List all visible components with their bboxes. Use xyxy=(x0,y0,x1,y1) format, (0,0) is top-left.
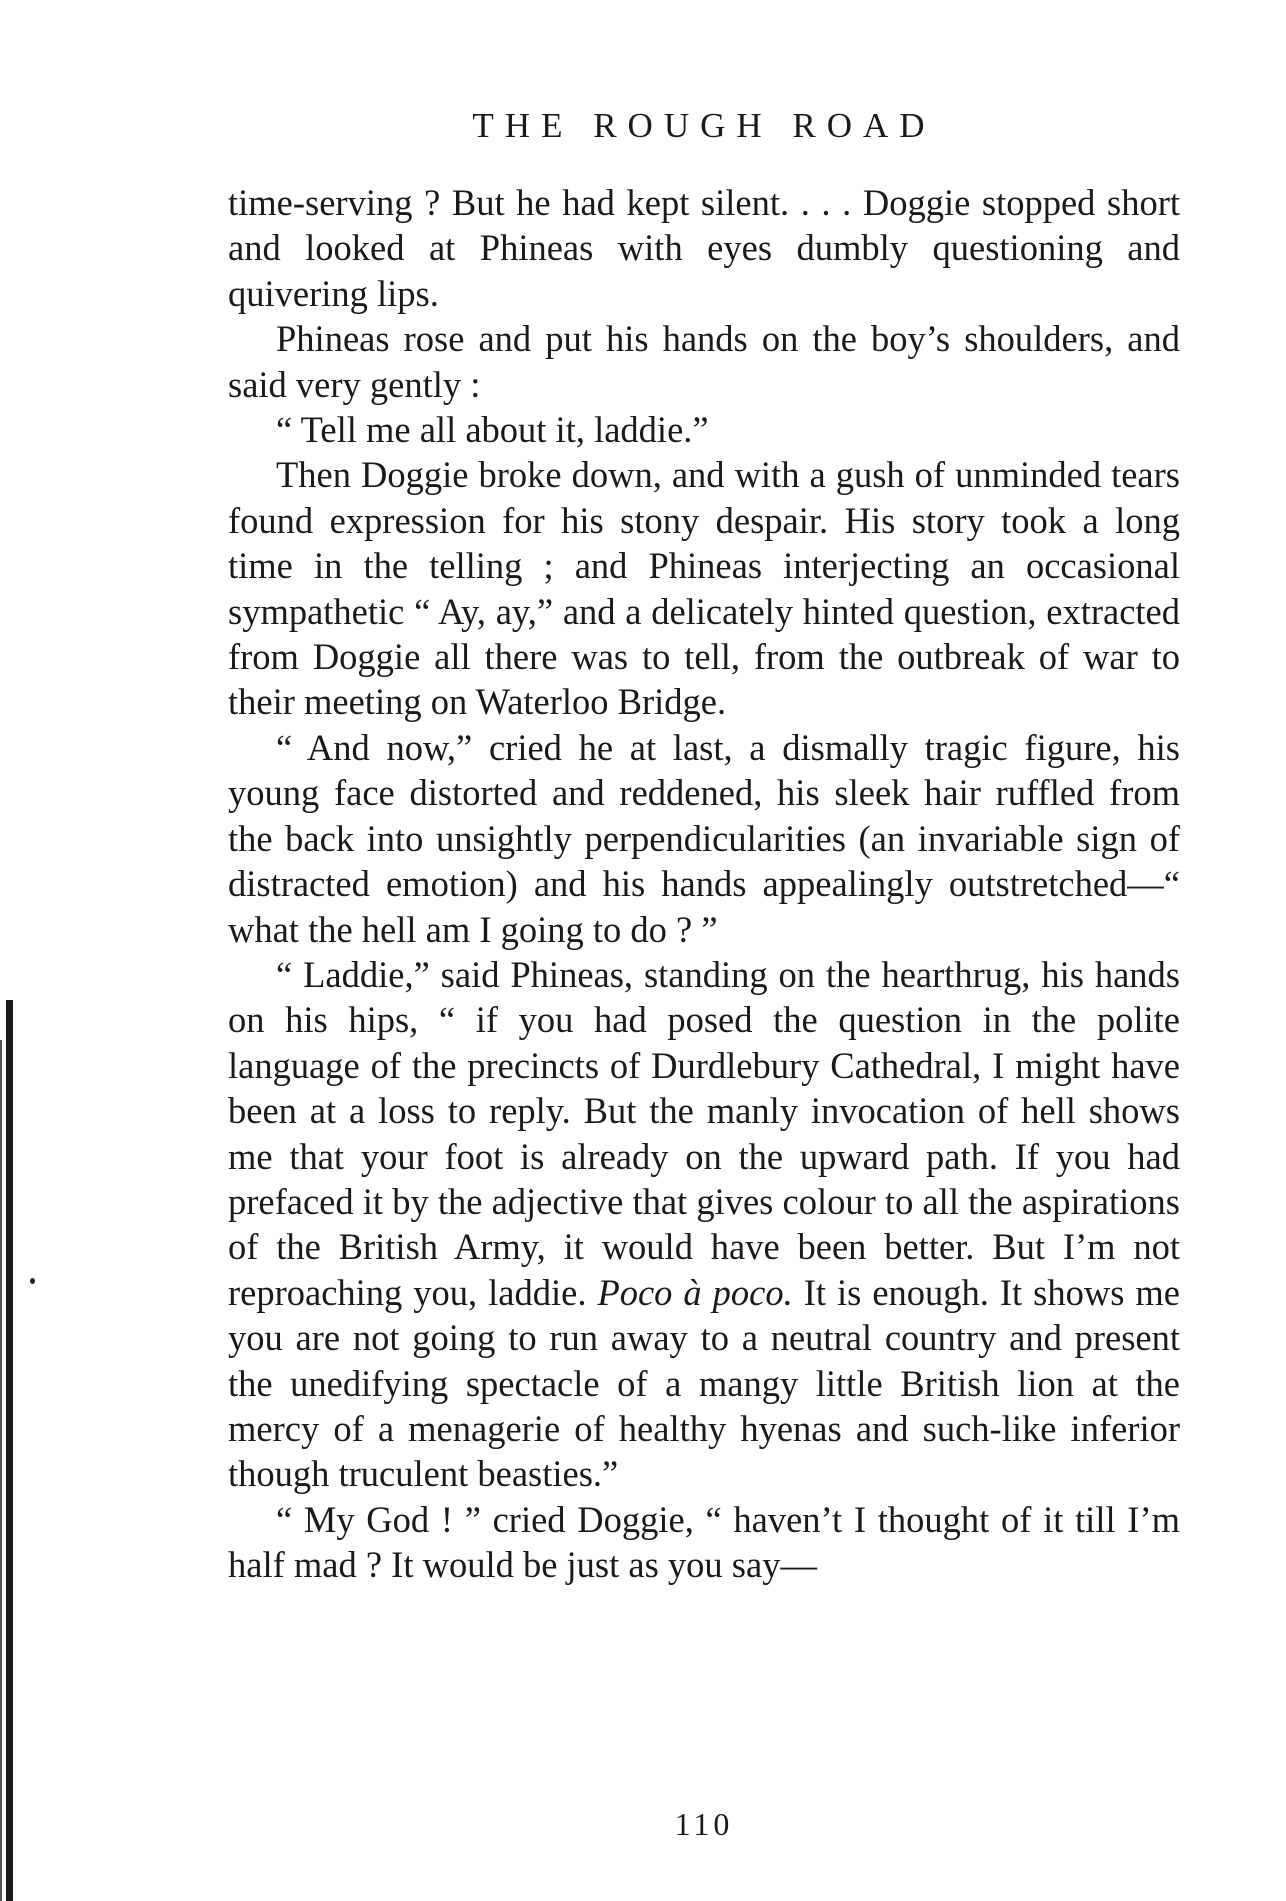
paragraph-text: “ My God ! ” cried Doggie, “ haven’t I thought of it till I’m half mad ? It would be just as you say— xyxy=(228,1498,1180,1586)
italic-phrase: Poco à poco. xyxy=(597,1271,793,1313)
paragraph-text: Then Doggie broke down, and with a gush of unminded tears found expression for his stony despair. His story took a long time in the telling ; and Phineas interjecting an occasional sympathetic “ Ay, ay,” and a delicately hinted question, extracted from Doggie all there was to tell, from the outbreak of war to their meeting on Waterloo Bridge. xyxy=(228,454,1180,723)
paragraph-text: time-serving ? But he had kept silent. . . . Doggie stopped short and looked at Phineas with eyes dumbly questioning and quivering lips. xyxy=(228,182,1180,314)
body-text xyxy=(228,180,1180,1588)
paragraph xyxy=(228,316,1180,407)
paragraph-text: Phineas rose and put his hands on the boy’s shoulders, and said very gently : xyxy=(228,318,1180,405)
binding-edge-line xyxy=(0,1040,2,1901)
paragraph-text: “ Laddie,” said Phineas, standing on the hearthrug, his hands on his hips, “ if you had posed the question in the polite language of the precincts of Durdlebury Cathedral, I might have been at a loss to reply. But the manly invocation of hell shows me that your foot is already on the upward path. If you had prefaced it by the adjective that gives colour to all the aspirations of the British Army, it would have been better. But I’m not reproaching you, laddie. xyxy=(228,953,1180,1313)
paragraph xyxy=(228,452,1180,724)
paragraph xyxy=(228,725,1180,952)
paragraph xyxy=(228,407,1180,452)
ink-speck xyxy=(30,1278,35,1284)
running-head: THE ROUGH ROAD xyxy=(472,106,936,145)
paragraph xyxy=(228,1497,1180,1588)
paragraph-text: “ Tell me all about it, laddie.” xyxy=(276,409,709,451)
paragraph-text: It is enough. It shows me you are not going to run away to a neutral country and present the unedifying spectacle of a mangy little British lion at the mercy of a menagerie of healthy hyenas and such-like inferior though truculent beasties.” xyxy=(228,1271,1181,1495)
paragraph-text: “ And now,” cried he at last, a dismally tragic figure, his young face distorted and reddened, his sleek hair ruffled from the back into unsightly perpendicularities (an invariable sign of distracted emotion) and his hands appealingly outstretched—“ what the hell am I going to do ? ” xyxy=(228,726,1180,950)
page-number: 110 xyxy=(674,1806,734,1842)
paragraph xyxy=(228,180,1180,316)
binding-edge-shadow xyxy=(6,1000,13,1901)
paragraph xyxy=(228,952,1180,1497)
